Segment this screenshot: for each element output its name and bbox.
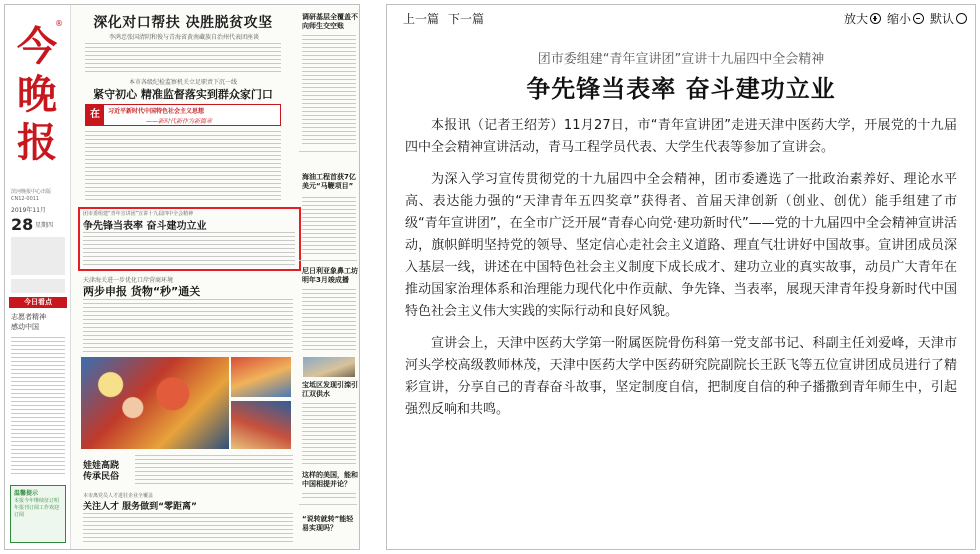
right-col-photo[interactable] [303, 357, 355, 377]
issue-date: 2019年11月 [11, 207, 46, 214]
newspaper-logo: 今 晚 报 [17, 23, 57, 166]
plus-circle-icon [870, 13, 881, 24]
viewer-toolbar [387, 5, 975, 29]
paper-foot-kicker: 本市离党员人才进驻企业全覆盖 [83, 493, 154, 499]
column-divider [299, 504, 357, 505]
masthead-publisher: 滨河晚报中心出版 [11, 189, 52, 195]
right-col-text[interactable] [302, 197, 356, 257]
masthead-cn-number: CN12-0011 [11, 196, 40, 202]
paper-kicker-2: 本市各级纪检监察机关立足职责下沉一线 [128, 79, 237, 86]
weather-block [11, 237, 65, 275]
minus-circle-icon [913, 13, 924, 24]
article-text-block[interactable] [85, 131, 281, 203]
issue-day: 28 [11, 215, 34, 234]
right-col-text[interactable] [302, 289, 356, 353]
banner-line-1: 习近平新时代中国特色社会主义思想 [108, 108, 205, 115]
highlight-title[interactable]: 争先锋当表率 奋斗建功立业 [83, 221, 207, 232]
right-col-headline[interactable]: 尼日利亚象鼻工坊明年3月竣成播 [302, 267, 358, 284]
article-paragraph: 宣讲会上，天津中医药大学第一附属医院骨伤科第一党支部书记、科副主任刘爱峰，天津市河头学校高级教师林茂，天津中医药大学中医药研究院副院长王跃飞等五位宣讲团成员进行了精彩宣讲，分享自己的青春奋斗故事，坚定制度自信，把制度自信的种子播撒到青年师生中，引起强烈反响和共鸣。 [405, 336, 957, 417]
right-col-headline[interactable]: 海油工程首获7亿美元“马鞭项目” [302, 173, 356, 190]
today-item[interactable]: 感动中国 [11, 323, 39, 331]
side-photo-top[interactable] [231, 357, 291, 397]
info-block [11, 279, 65, 293]
zoom-in-button[interactable] [844, 10, 881, 27]
article-text-block[interactable] [83, 232, 295, 268]
paper-headline-1[interactable]: 深化对口帮扶 决胜脱贫攻坚 [93, 15, 273, 31]
circle-icon [956, 13, 967, 24]
today-item[interactable]: 志愿者精神 [11, 313, 46, 321]
tips-title: 温馨提示 [14, 490, 39, 497]
masthead-column [5, 5, 71, 550]
article-title: 争先锋当表率 奋斗建功立业 [526, 75, 836, 103]
article-text-block[interactable] [85, 43, 281, 73]
column-divider [299, 151, 357, 152]
tips-box [10, 485, 66, 543]
next-article-link[interactable]: 下一篇 [448, 12, 485, 26]
tips-body: 本报今年继续征订明年报刊订阅工作欢迎订阅 [14, 498, 60, 518]
masthead-text-block [11, 337, 65, 477]
photo-caption-line: 传承民俗 [83, 472, 120, 482]
right-col-text[interactable] [302, 35, 356, 147]
article-text-block[interactable] [83, 299, 293, 353]
banner-tag: 在 [86, 105, 104, 125]
zoom-out-button[interactable] [887, 10, 924, 27]
article-text-block[interactable] [83, 513, 293, 545]
article-text-block[interactable] [135, 455, 293, 487]
right-col-text[interactable] [302, 403, 356, 465]
article-body [405, 115, 957, 431]
article-viewer [386, 4, 976, 550]
stilt-walking-photo[interactable] [81, 357, 229, 449]
newspaper-page-thumbnail[interactable] [4, 4, 360, 550]
article-paragraph: 为深入学习宣传贯彻党的十九届四中全会精神，团市委遴选了一批政治素养好、理论水平高、表达能力强的“天津青年五四奖章”获得者、首届天津创新（创业、创优）能手组建了市级“青年宣讲团”，在全市广泛开展“青春心向党·建功新时代”——党的十九届四中全会精神宣讲活动，旗帜鲜明坚持党的领导、坚定信心走社会主义道路、理直气壮讲好中国故事。宣讲团成员深入基层一线，讲述在中国特色社会主义制度下成长成才、建功立业的真实故事，动员广大青年在推动国家治理体系和治理能力现代化中作贡献、争先锋、当表率，展现天津青年投身新时代中国特色社会主义伟大实践的实际行动和良好风貌。 [405, 172, 957, 319]
highlight-kicker: 团市委组建“青年宣讲团”宣讲十九届四中全会精神 [83, 211, 194, 217]
article-kicker: 团市委组建“青年宣讲团”宣讲十九届四中全会精神 [537, 52, 825, 67]
prev-article-link[interactable]: 上一篇 [403, 12, 440, 26]
right-col-headline[interactable]: 宝坻区发现引滦引江双供水 [302, 381, 358, 398]
paper-kicker-3: 天津海关进一步优化口岸营商环境 [83, 277, 174, 284]
special-column-banner[interactable] [85, 104, 281, 126]
side-photo-bottom[interactable] [231, 401, 291, 449]
photo-caption-line: 娃娃高跷 [83, 461, 120, 471]
right-col-text[interactable] [302, 493, 356, 501]
reset-zoom-label: 默认 [929, 12, 954, 26]
registered-mark: ® [55, 19, 63, 28]
column-divider [299, 260, 357, 261]
zoom-out-label: 缩小 [886, 12, 911, 26]
zoom-controls [844, 10, 967, 27]
paper-subhead-1: 李鸿忠张国清阴和俊与青海省黄南藏族自治州代表团座谈 [108, 34, 259, 41]
zoom-in-label: 放大 [843, 12, 868, 26]
issue-weekday: 星期四 [35, 222, 54, 229]
reset-zoom-button[interactable] [930, 10, 967, 27]
right-col-headline[interactable]: “说转就转”能轻易实现吗？ [302, 515, 354, 532]
paper-headline-2[interactable]: 紧守初心 精准监督落实到群众家门口 [93, 88, 273, 101]
right-col-headline[interactable]: 调研基层全覆盖不向师生交空账 [302, 13, 358, 30]
today-highlights-label: 今日看点 [9, 297, 67, 308]
paper-foot-title[interactable]: 关注人才 服务做到“零距离” [83, 502, 197, 512]
right-col-headline[interactable]: 这样的美国，能和中国相提并论？ [302, 471, 358, 488]
paper-headline-3[interactable]: 两步申报 货物“秒”通关 [83, 285, 201, 298]
banner-line-2: ——新时代新作为新篇章 [146, 118, 213, 125]
article-paragraph: 本报讯（记者王绍芳）11月27日，市“青年宣讲团”走进天津中医药大学，开展党的十九届四中全会精神宣讲活动，青马工程学员代表、大学生代表等参加了宣讲会。 [405, 118, 957, 155]
